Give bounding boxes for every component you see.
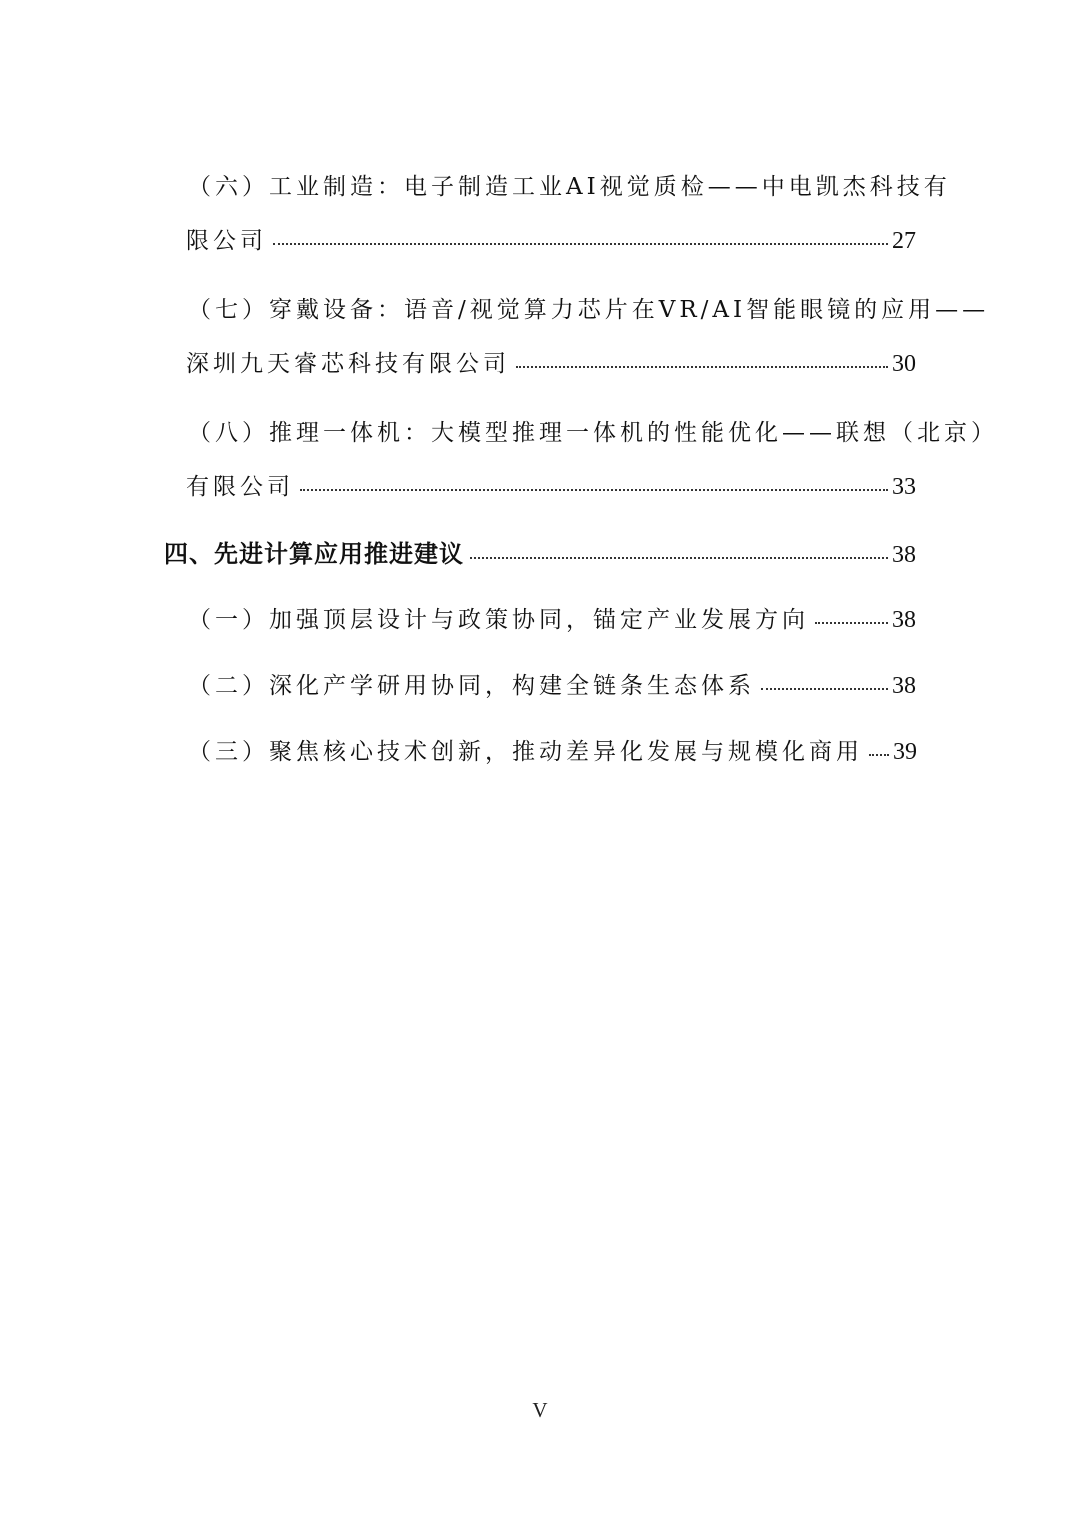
- toc-subsection-title: （三）聚焦核心技术创新，推动差异化发展与规模化商用: [188, 739, 863, 765]
- toc-page-number: 38: [892, 607, 916, 633]
- toc-page-number: 27: [892, 228, 916, 254]
- toc-entry-title: （七）穿戴设备：语音/视觉算力芯片在VR/AI智能眼镜的应用——: [188, 297, 990, 323]
- toc-entry-title: （八）推理一体机：大模型推理一体机的性能优化——联想（北京）: [188, 420, 998, 446]
- toc-entry-title-line: [164, 283, 990, 337]
- dot-leader: [869, 754, 889, 756]
- page-number-footer: V: [532, 1398, 548, 1422]
- toc-page-number: 38: [892, 542, 916, 568]
- toc-page-number: 39: [893, 739, 917, 765]
- toc-entry-title-continued: 深圳九天睿芯科技有限公司: [186, 351, 510, 377]
- toc-entry-title: （六）工业制造：电子制造工业AI视觉质检——中电凯杰科技有: [188, 174, 951, 200]
- toc-section-title: 四、先进计算应用推进建议: [164, 540, 464, 568]
- dot-leader: [815, 622, 888, 624]
- toc-entry-title-continued: 有限公司: [186, 474, 294, 500]
- dot-leader: [516, 366, 888, 368]
- toc-entry-title-line: [164, 406, 998, 460]
- toc-entry-title-continued: 限公司: [186, 228, 267, 254]
- toc-entry-continuation-line: [164, 214, 916, 268]
- toc-section-4[interactable]: [164, 529, 916, 580]
- dot-leader: [300, 489, 888, 491]
- toc-entry-6[interactable]: [164, 160, 951, 268]
- dot-leader: [761, 688, 888, 690]
- toc-subsection-1[interactable]: [164, 595, 916, 646]
- toc-subsection-title: （一）加强顶层设计与政策协同，锚定产业发展方向: [188, 607, 809, 633]
- dot-leader: [273, 243, 888, 245]
- toc-entry-title-line: [164, 160, 951, 214]
- toc-entry-7[interactable]: [164, 283, 990, 391]
- toc-subsection-title: （二）深化产学研用协同，构建全链条生态体系: [188, 673, 755, 699]
- toc-subsection-2[interactable]: [164, 661, 916, 712]
- toc-entry-continuation-line: [164, 460, 916, 514]
- toc-page-number: 33: [892, 474, 916, 500]
- toc-page-number: 30: [892, 351, 916, 377]
- toc-subsection-3[interactable]: [164, 727, 916, 778]
- toc-entry-continuation-line: [164, 337, 916, 391]
- dot-leader: [470, 557, 888, 559]
- toc-entry-8[interactable]: [164, 406, 998, 514]
- table-of-contents: [164, 160, 998, 793]
- toc-page-number: 38: [892, 673, 916, 699]
